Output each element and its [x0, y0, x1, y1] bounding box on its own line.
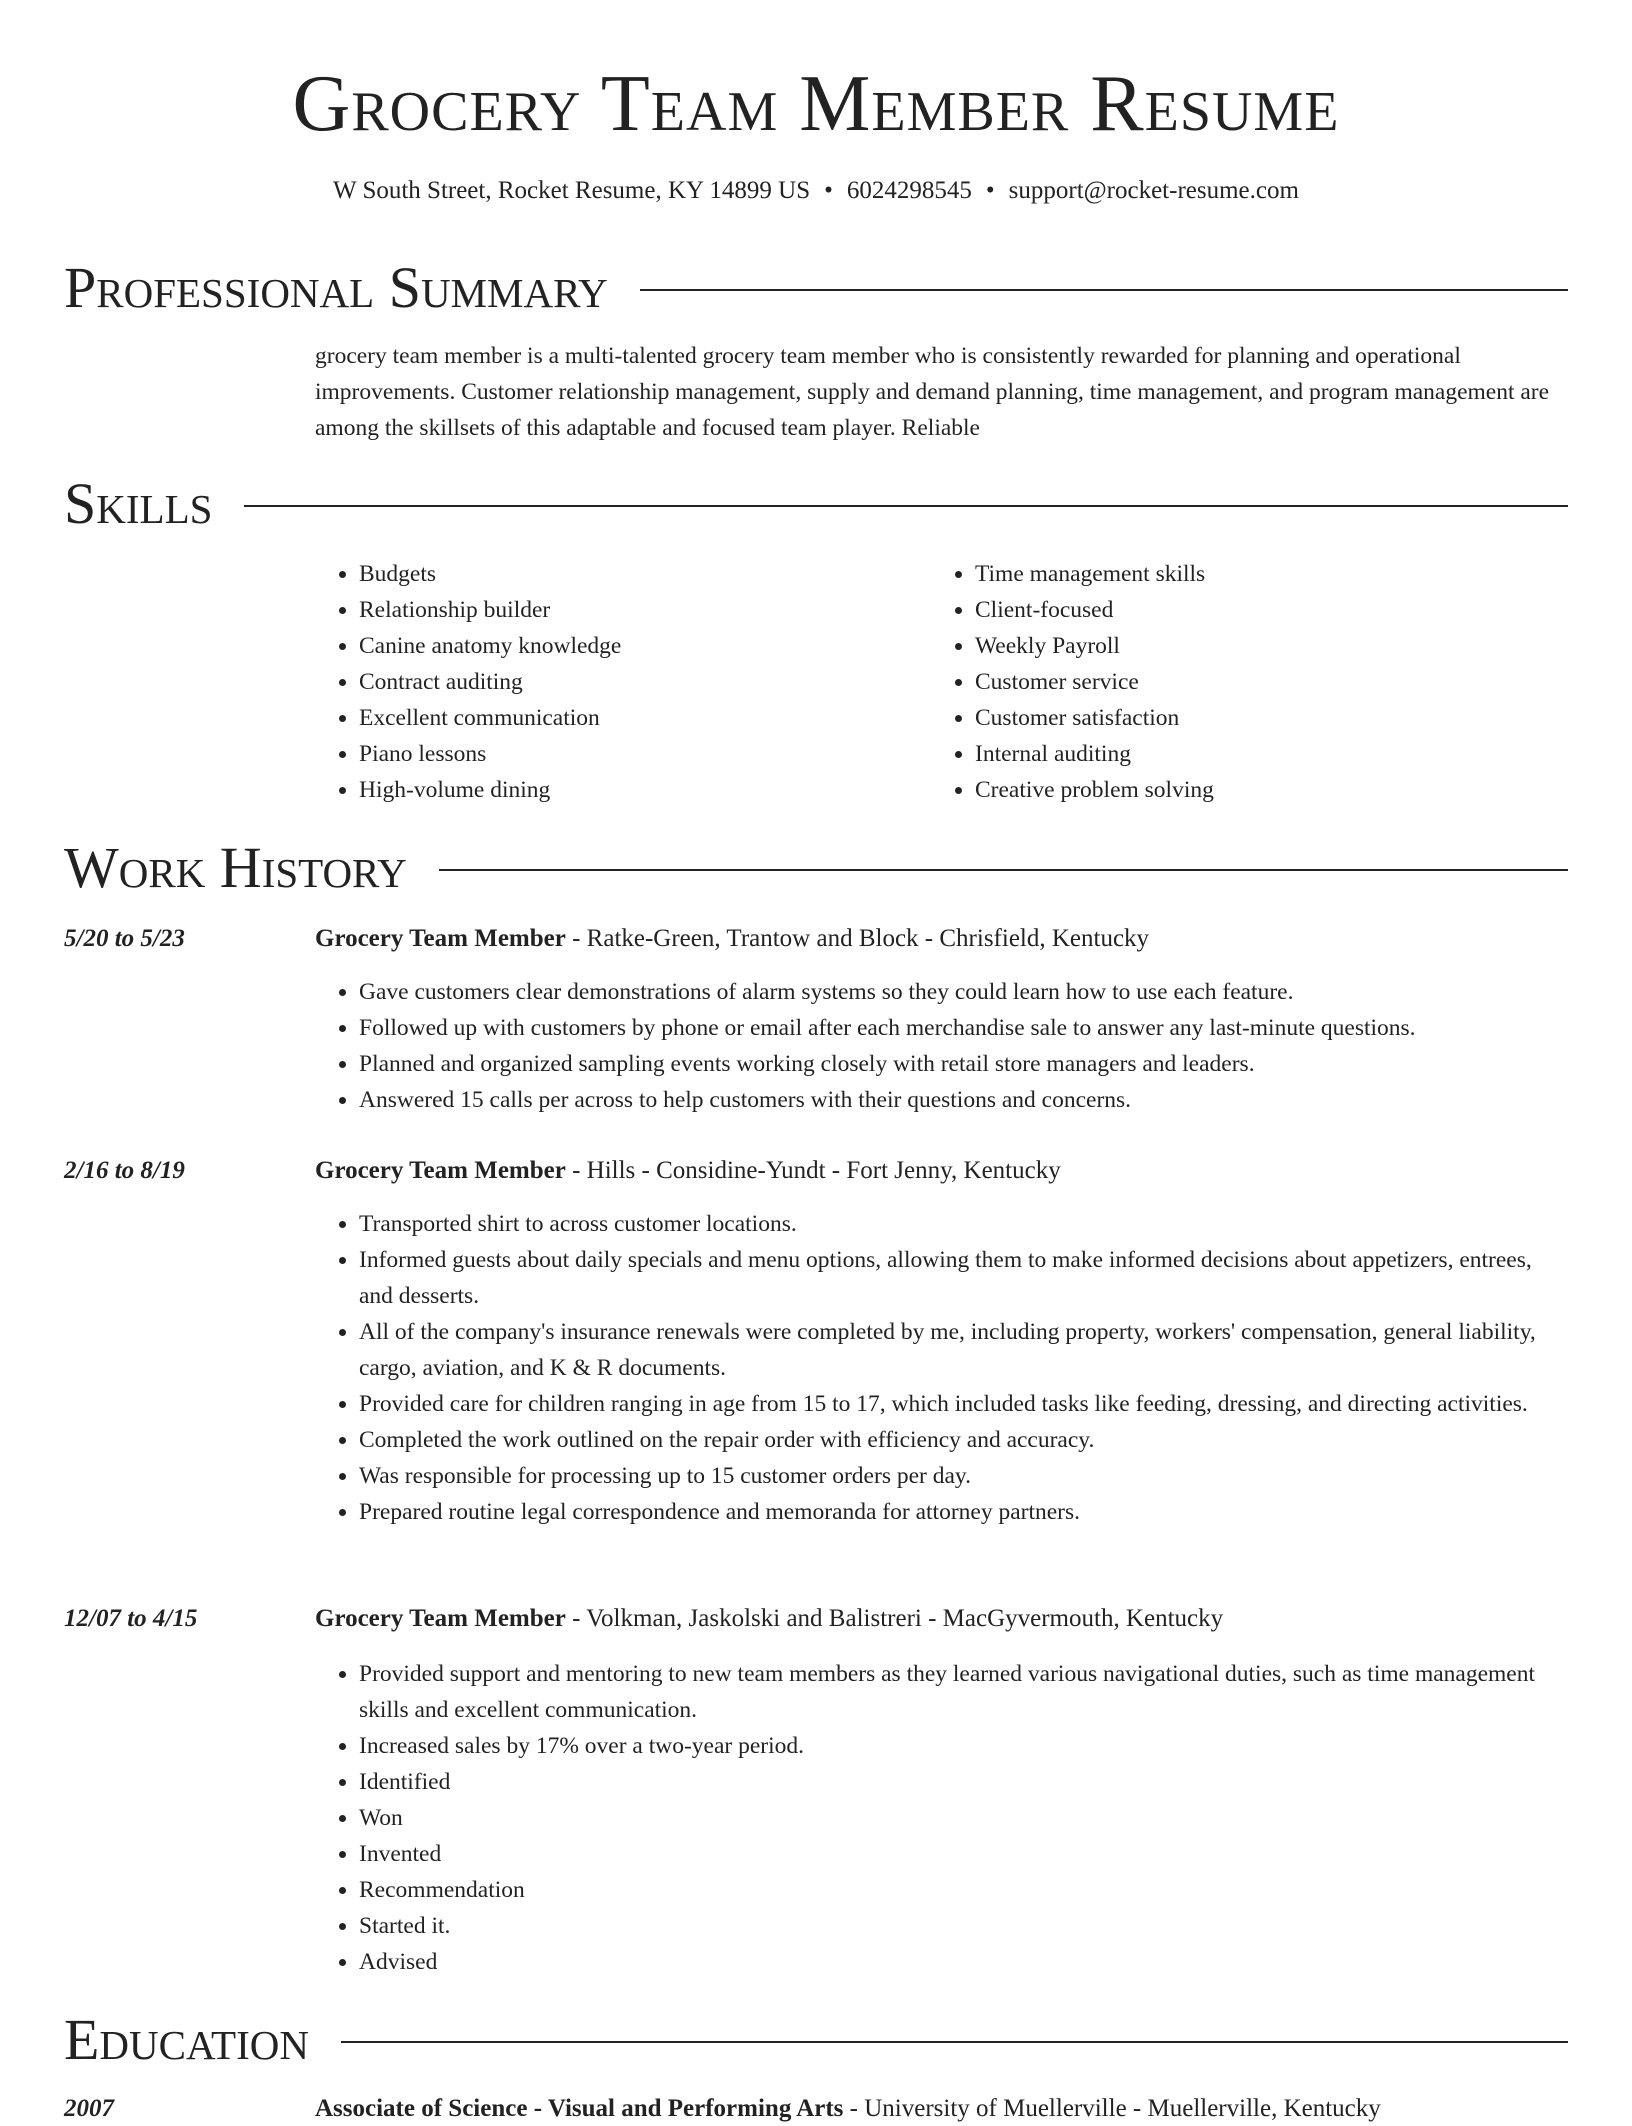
skill-item: • Canine anatomy knowledge [359, 628, 919, 664]
job-header [315, 1602, 1567, 1636]
job-bullet: • Identified [359, 1764, 1567, 1800]
job-bullet: • Provided care for children ranging in age from 15 to 17, which included tasks like feeding, dressing, and directing activities. [359, 1386, 1567, 1422]
contact-line [0, 174, 1632, 208]
contact-email: support@rocket-resume.com [1008, 177, 1299, 204]
job-details: - Volkman, Jaskolski and Balistreri - MacGyvermouth, Kentucky [565, 1605, 1224, 1632]
contact-separator: • [824, 177, 833, 204]
section-divider [439, 869, 1568, 871]
job-bullet: • All of the company's insurance renewals were completed by me, including property, workers' compensation, general liability, cargo, aviation, and K & R documents. [359, 1314, 1567, 1386]
job-bullet: • Gave customers clear demonstrations of alarm systems so they could learn how to use each feature. [359, 974, 1567, 1010]
job-bullet: • Recommendation [359, 1872, 1567, 1908]
skill-item: • Customer service [975, 664, 1535, 700]
contact-phone: 6024298545 [846, 177, 972, 204]
job-bullet: • Answered 15 calls per across to help customers with their questions and concerns. [359, 1082, 1567, 1118]
education-year: 2007 [64, 2095, 114, 2122]
job-bullets [315, 974, 1567, 1118]
skills-section-header [64, 470, 1568, 538]
job-bullet: • Provided support and mentoring to new team members as they learned various navigational duties, such as time management skills and excellent communication. [359, 1656, 1567, 1728]
job-bullet: • Won [359, 1800, 1567, 1836]
resume-title: Grocery Team Member Resume [292, 60, 1340, 148]
skills-list-right [931, 556, 1535, 808]
job-bullet: • Started it. [359, 1908, 1567, 1944]
job-bullet: • Completed the work outlined on the repair order with efficiency and accuracy. [359, 1422, 1567, 1458]
summary-heading: Professional Summary [64, 255, 608, 320]
skill-item: • Relationship builder [359, 592, 919, 628]
skills-heading: Skills [64, 471, 213, 536]
job-role: Grocery Team Member [315, 1605, 566, 1632]
work-section-header [64, 834, 1568, 902]
section-divider [244, 505, 1568, 507]
job-bullet: • Increased sales by 17% over a two-year period. [359, 1728, 1567, 1764]
job-dates: 5/20 to 5/23 [64, 925, 185, 952]
job-role: Grocery Team Member [315, 1157, 566, 1184]
job-bullet: • Invented [359, 1836, 1567, 1872]
job-details: - Hills - Considine-Yundt - Fort Jenny, Kentucky [565, 1157, 1061, 1184]
job-bullet: • Prepared routine legal correspondence and memoranda for attorney partners. [359, 1494, 1567, 1530]
skill-item: • Creative problem solving [975, 772, 1535, 808]
skill-item: • Piano lessons [359, 736, 919, 772]
contact-address: W South Street, Rocket Resume, KY 14899 US [333, 177, 811, 204]
contact-separator: • [985, 177, 995, 204]
skill-item: • Internal auditing [975, 736, 1535, 772]
skill-item: • High-volume dining [359, 772, 919, 808]
job-bullet: • Planned and organized sampling events working closely with retail store managers and leaders. [359, 1046, 1567, 1082]
education-details: - University of Muellerville - Muellerville, Kentucky [843, 2095, 1381, 2122]
job-bullet: • Transported shirt to across customer locations. [359, 1206, 1567, 1242]
education-section-header [64, 2006, 1568, 2074]
skill-item: • Weekly Payroll [975, 628, 1535, 664]
skill-item: • Time management skills [975, 556, 1535, 592]
job-header [315, 1154, 1567, 1188]
education-heading: Education [64, 2007, 309, 2072]
skill-item: • Client-focused [975, 592, 1535, 628]
skills-list-left [315, 556, 919, 808]
skill-item: • Contract auditing [359, 664, 919, 700]
summary-section-header [64, 254, 1568, 322]
job-details: - Ratke-Green, Trantow and Block - Chrisfield, Kentucky [565, 925, 1150, 952]
skill-item: • Customer satisfaction [975, 700, 1535, 736]
education-degree: Associate of Science - Visual and Performing Arts [315, 2095, 844, 2122]
job-bullets [315, 1206, 1567, 1530]
section-divider [640, 289, 1568, 291]
job-bullet: • Followed up with customers by phone or email after each merchandise sale to answer any last-minute questions. [359, 1010, 1567, 1046]
job-bullets [315, 1656, 1567, 1980]
work-heading: Work History [64, 835, 407, 900]
job-bullet: • Informed guests about daily specials and menu options, allowing them to make informed decisions about appetizers, entrees, and desserts. [359, 1242, 1567, 1314]
job-dates: 2/16 to 8/19 [64, 1157, 185, 1184]
section-divider [341, 2041, 1568, 2043]
job-header [315, 922, 1567, 956]
summary-text: grocery team member is a multi-talented grocery team member who is consistently rewarded for planning and operational improvements. Customer relationship management, supply and demand planning, time management, and program management are among the skillsets of this adaptable and focused team player. Reliable [315, 343, 1550, 441]
job-bullet: • Advised [359, 1944, 1567, 1980]
job-role: Grocery Team Member [315, 925, 566, 952]
skill-item: • Excellent communication [359, 700, 919, 736]
skill-item: • Budgets [359, 556, 919, 592]
job-bullet: • Was responsible for processing up to 15 customer orders per day. [359, 1458, 1567, 1494]
education-header [315, 2092, 1567, 2126]
job-dates: 12/07 to 4/15 [64, 1605, 198, 1632]
